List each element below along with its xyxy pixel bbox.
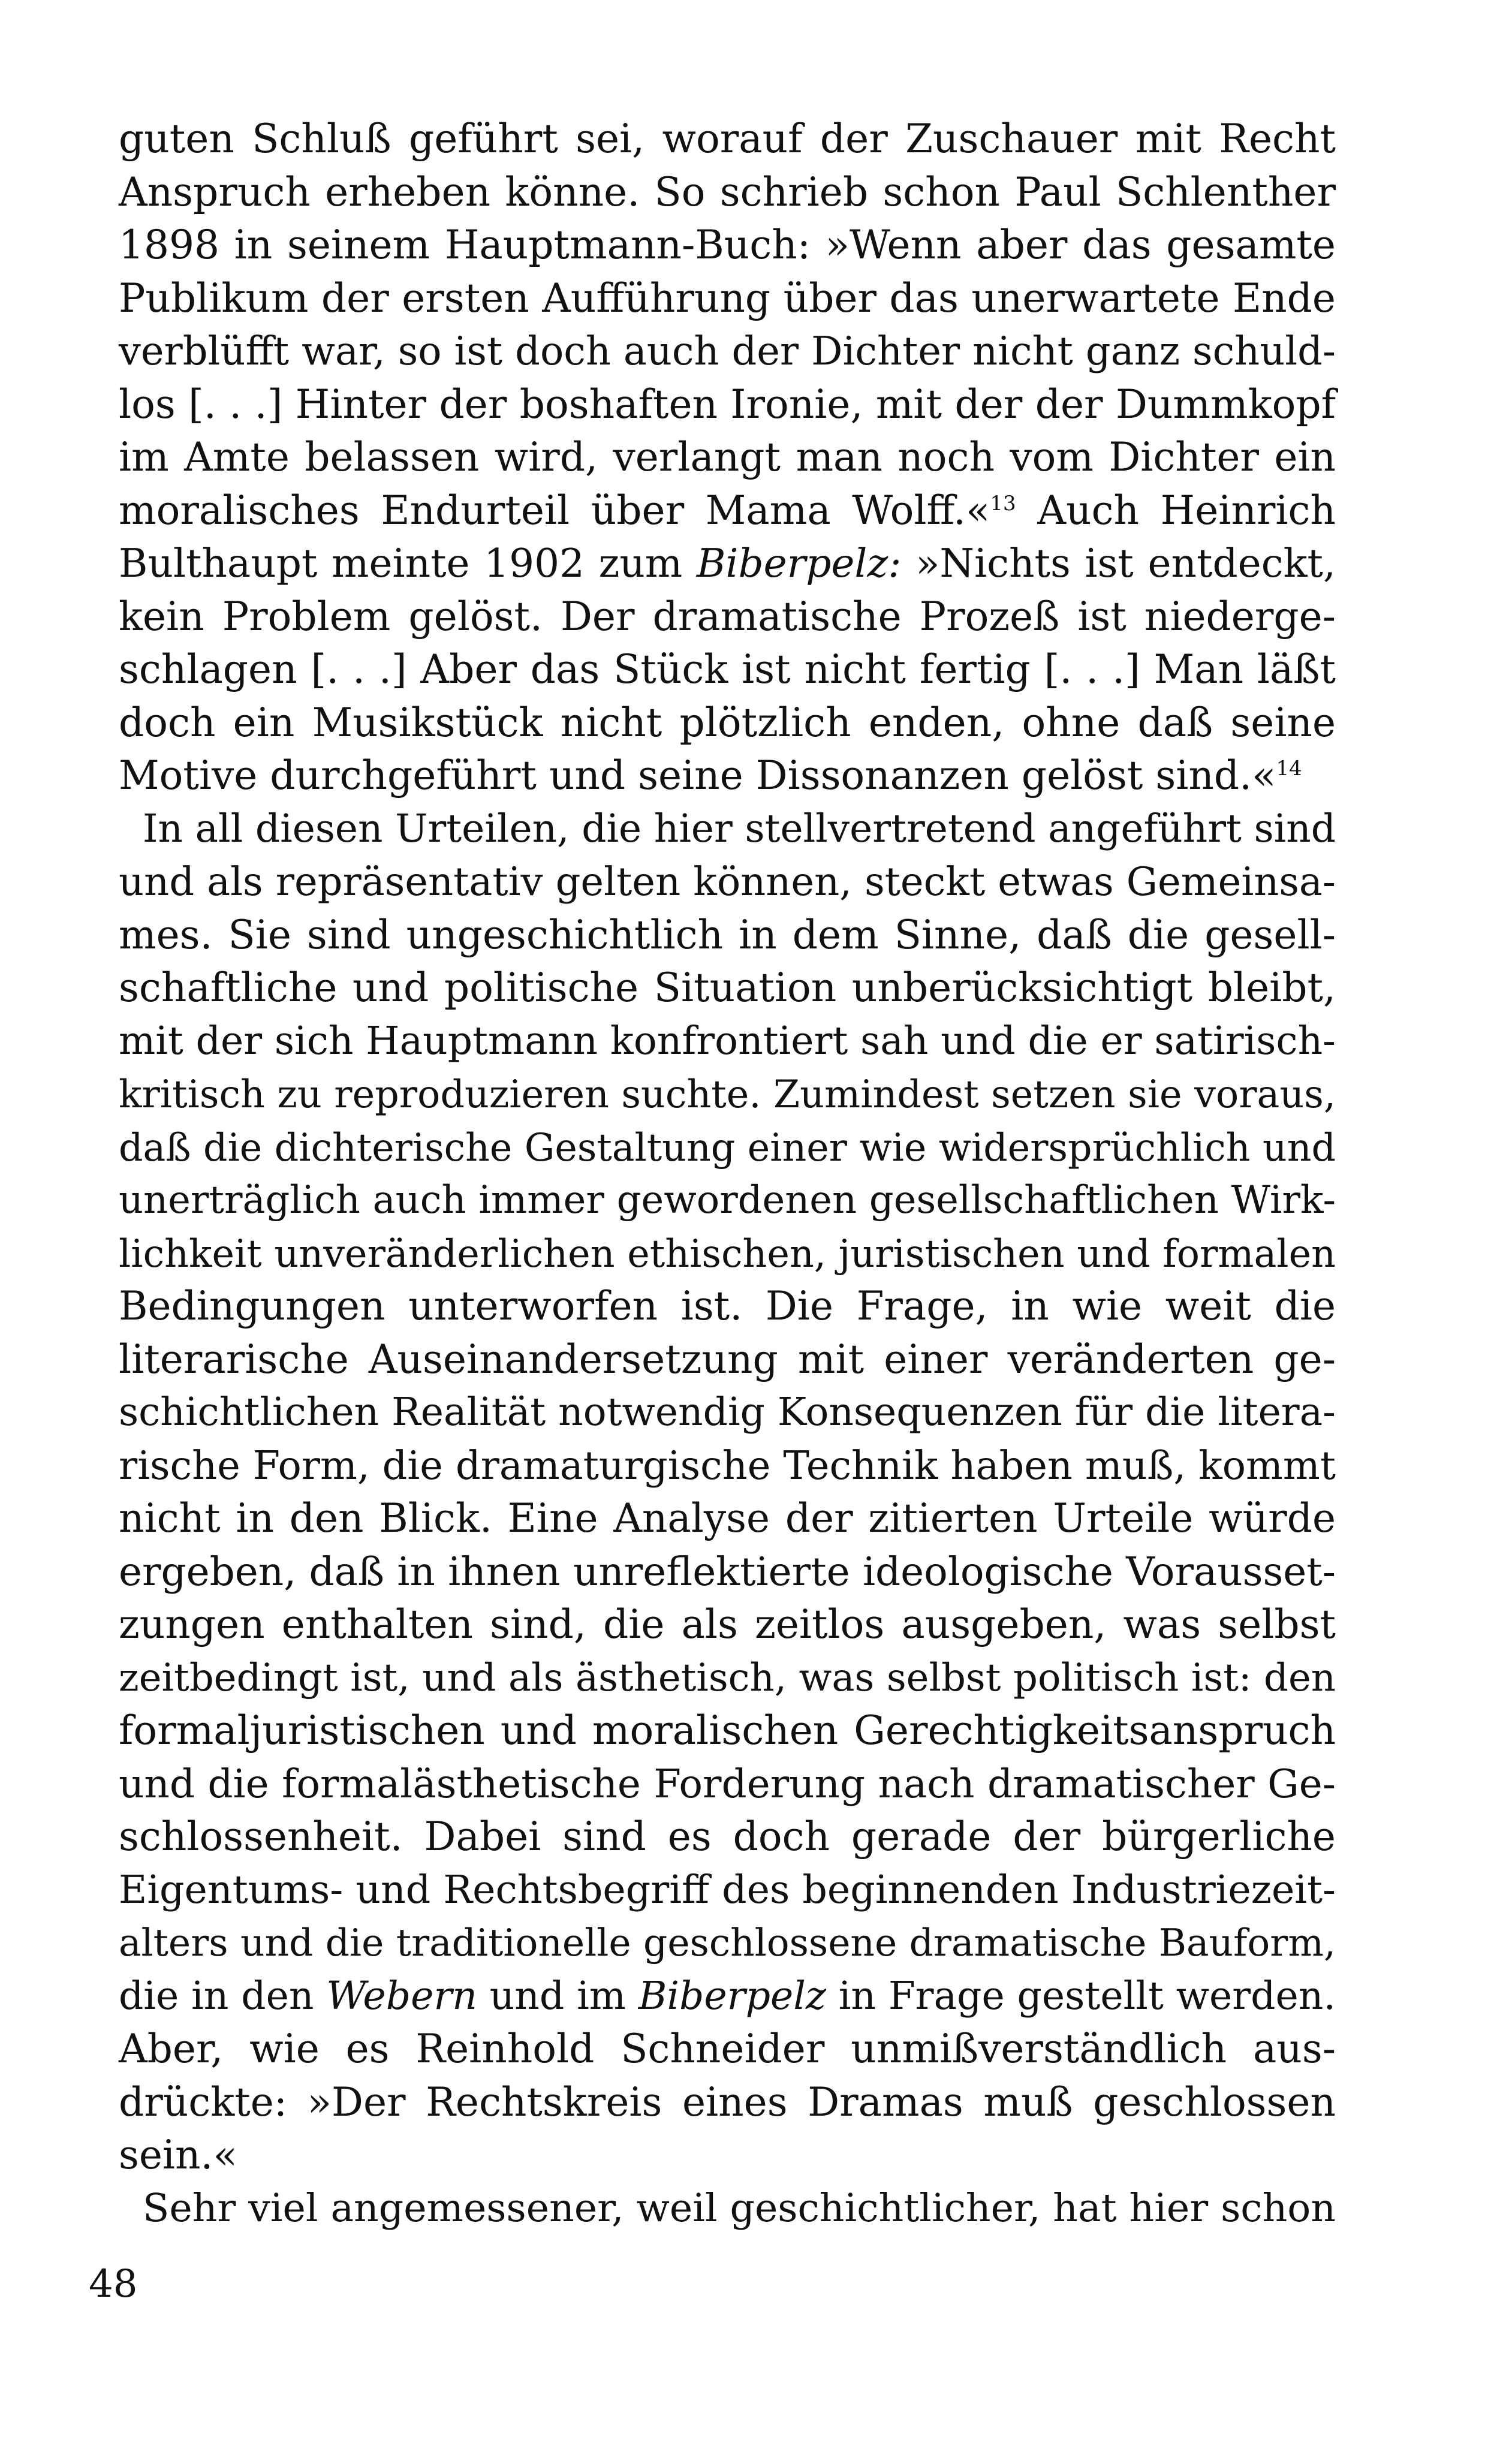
- text-line: Motive durchgeführt und seine Dissonanzen gelöst sind.«$^{14}$: [119, 752, 1302, 799]
- text-line: rische Form, die dramaturgische Technik haben muß, kommt: [119, 1442, 1336, 1489]
- page-number: 48: [89, 2262, 138, 2306]
- text-line: moralisches Endurteil über Mama Wolff.«$^{13}$ Auch Heinrich: [119, 487, 1336, 534]
- text-line: unerträglich auch immer gewordenen gesellschaftlichen Wirk-: [119, 1178, 1336, 1222]
- text-line: mes. Sie sind ungeschichtlich in dem Sinne, daß die gesell-: [119, 911, 1336, 958]
- text-line: und die formalästhetische Forderung nach dramatischer Ge-: [119, 1760, 1336, 1807]
- footnote-marker: 13: [990, 491, 1016, 516]
- text-line: nicht in den Blick. Eine Analyse der zitierten Urteile würde: [119, 1495, 1336, 1541]
- text-line: lichkeit unveränderlichen ethischen, juristischen und formalen: [119, 1231, 1336, 1276]
- text-line: alters und die traditionelle geschlossene dramatische Bauform,: [119, 1921, 1336, 1965]
- work-title: Biberpelz:: [696, 540, 902, 586]
- text-line: doch ein Musikstück nicht plötzlich enden, ohne daß seine: [119, 699, 1336, 746]
- text-line: ergeben, daß in ihnen unreflektierte ideologische Vorausset-: [119, 1548, 1336, 1595]
- text-line: und als repräsentativ gelten können, steckt etwas Gemeinsa-: [119, 859, 1336, 905]
- text-line: zungen enthalten sind, die als zeitlos ausgeben, was selbst: [119, 1601, 1336, 1647]
- text-line: Eigentums- und Rechtsbegriff des beginnenden Industriezeit-: [119, 1867, 1336, 1912]
- work-title: Biberpelz: [638, 1973, 826, 2019]
- text-line: kein Problem gelöst. Der dramatische Prozeß ist niederge-: [119, 593, 1336, 640]
- text-line: Sehr viel angemessener, weil geschichtlicher, hat hier schon: [143, 2185, 1336, 2231]
- text-line: sein.«: [119, 2132, 237, 2178]
- text-line: Bedingungen unterworfen ist. Die Frage, in wie weit die: [119, 1283, 1336, 1329]
- text-line: daß die dichterische Gestaltung einer wie widersprüchlich und: [119, 1125, 1336, 1170]
- text-line: formaljuristischen und moralischen Gerechtigkeitsanspruch: [119, 1707, 1336, 1754]
- body-text: [119, 113, 1336, 2235]
- text-line: schichtlichen Realität notwendig Konsequenzen für die litera-: [119, 1390, 1336, 1435]
- text-line: Anspruch erheben könne. So schrieb schon Paul Schlenther: [119, 168, 1336, 215]
- text-line: schaftliche und politische Situation unberücksichtigt bleibt,: [119, 965, 1336, 1011]
- text-line: die in den Webern und im Biberpelz in Frage gestellt werden.: [119, 1973, 1336, 2019]
- text-line: literarische Auseinandersetzung mit einer veränderten ge-: [119, 1336, 1336, 1382]
- text-line: Publikum der ersten Aufführung über das unerwartete Ende: [119, 275, 1336, 321]
- text-line: los [. . .] Hinter der boshaften Ironie, mit der der Dummkopf: [119, 381, 1336, 427]
- text-line: Aber, wie es Reinhold Schneider unmißverständlich aus-: [119, 2026, 1336, 2072]
- text-line: guten Schluß geführt sei, worauf der Zuschauer mit Recht: [119, 116, 1336, 162]
- text-line: 1898 in seinem Hauptmann-Buch: »Wenn aber das gesamte: [119, 222, 1336, 268]
- text-line: verblüfft war, so ist doch auch der Dichter nicht ganz schuld-: [119, 329, 1336, 374]
- text-line: schlossenheit. Dabei sind es doch gerade der bürgerliche: [119, 1814, 1336, 1860]
- text-line: mit der sich Hauptmann konfrontiert sah und die er satirisch-: [119, 1018, 1336, 1064]
- text-line: drückte: »Der Rechtskreis eines Dramas muß geschlossen: [119, 2079, 1336, 2125]
- work-title: Webern: [326, 1973, 477, 2019]
- text-line: im Amte belassen wird, verlangt man noch vom Dichter ein: [119, 434, 1336, 480]
- text-line: In all diesen Urteilen, die hier stellvertretend angeführt sind: [143, 806, 1336, 851]
- text-line: kritisch zu reproduzieren suchte. Zumindest setzen sie voraus,: [119, 1072, 1336, 1116]
- text-line: schlagen [. . .] Aber das Stück ist nicht fertig [. . .] Man läßt: [119, 646, 1336, 692]
- text-line: zeitbedingt ist, und als ästhetisch, was selbst politisch ist: den: [119, 1655, 1336, 1700]
- footnote-marker: 14: [1276, 757, 1302, 781]
- text-line: Bulthaupt meinte 1902 zum Biberpelz: »Nichts ist entdeckt,: [119, 540, 1336, 586]
